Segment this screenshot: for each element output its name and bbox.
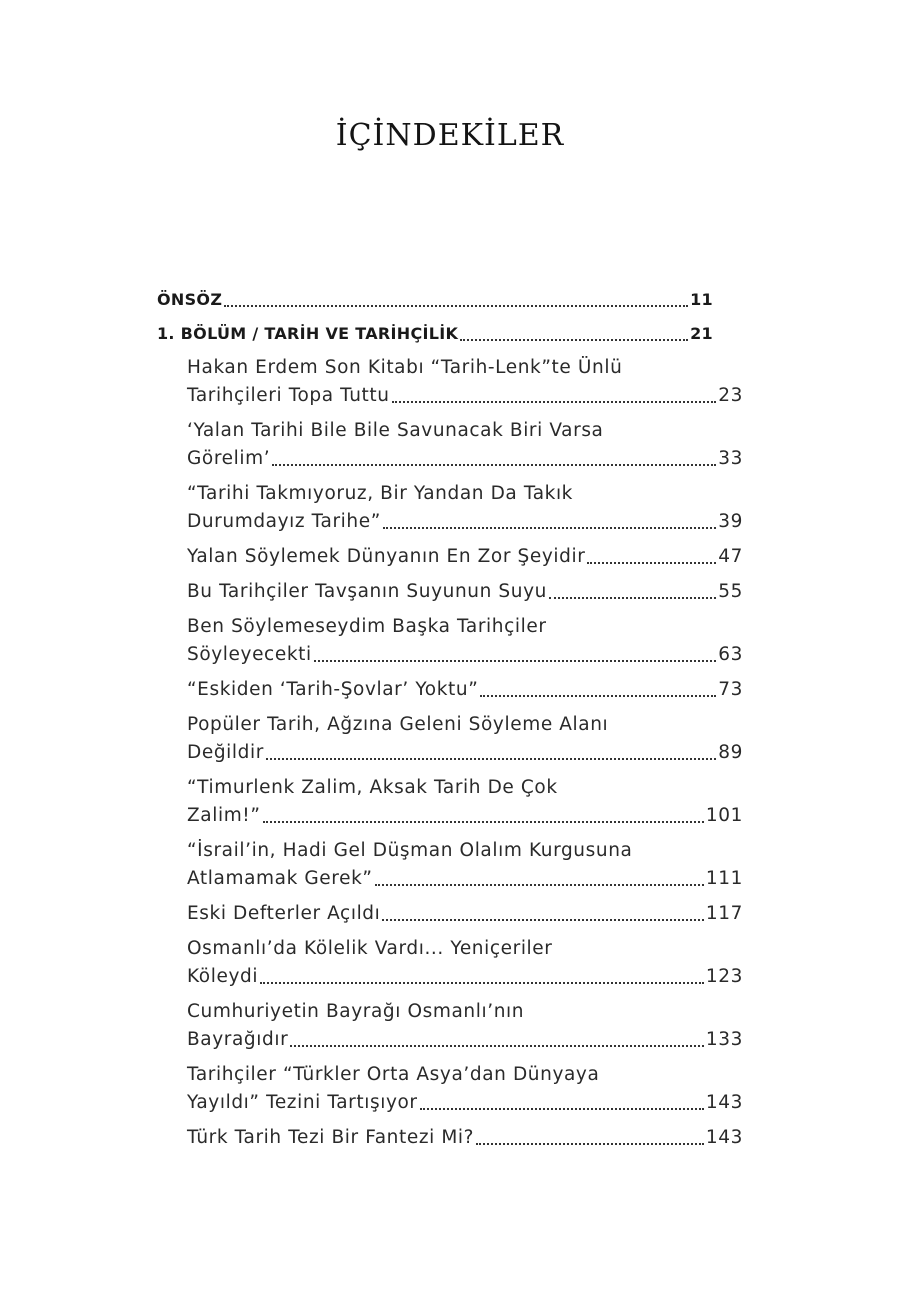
leader-dots <box>383 527 716 529</box>
toc-entry-title-line: Popüler Tarih, Ağzına Geleni Söyleme Alanı <box>187 714 609 735</box>
toc-page-number: 123 <box>705 966 743 987</box>
toc-entry-last-line <box>187 1089 743 1117</box>
toc-entry-last-line <box>187 865 743 893</box>
toc-entry-title-line: Osmanlı’da Kölelik Vardı... Yeniçeriler <box>187 938 553 959</box>
leader-dots <box>260 982 704 984</box>
leader-dots <box>314 660 717 662</box>
toc-entry-title-line: “Tarihi Takmıyoruz, Bir Yandan Da Takık <box>187 483 573 504</box>
toc-entry-title-line: Hakan Erdem Son Kitabı “Tarih-Lenk”te Ünlü <box>187 357 623 378</box>
toc-entry-article[interactable] <box>157 711 743 767</box>
leader-dots <box>549 597 716 599</box>
toc-page-number: 63 <box>718 644 743 665</box>
leader-dots <box>263 821 704 823</box>
toc-entry-title-line: Yalan Söylemek Dünyanın En Zor Şeyidir <box>187 546 586 567</box>
toc-entry-article[interactable] <box>157 935 743 991</box>
leader-dots <box>272 464 716 466</box>
toc-entry-title-line: Atlamamak Gerek” <box>187 868 373 889</box>
toc-page-number: 55 <box>718 581 743 602</box>
toc-entry-label: ÖNSÖZ <box>157 290 223 309</box>
toc-entry-title-line: “İsrail’in, Hadi Gel Düşman Olalım Kurgusuna <box>187 840 633 861</box>
toc-page-number: 33 <box>718 448 743 469</box>
toc-page-number: 101 <box>705 805 743 826</box>
leader-dots <box>375 884 704 886</box>
toc-entry-title-line: Durumdayız Tarihe” <box>187 511 381 532</box>
leader-dots <box>460 339 688 341</box>
toc-entry-article[interactable] <box>157 676 743 704</box>
toc-entry-last-line <box>187 963 743 991</box>
leader-dots <box>290 1045 704 1047</box>
leader-dots <box>224 305 688 307</box>
toc-page-number: 73 <box>718 679 743 700</box>
toc-entry-title-line: Zalim!” <box>187 805 261 826</box>
toc-entry-title-line: Ben Söylemeseydim Başka Tarihçiler <box>187 616 547 637</box>
toc-entry-article[interactable] <box>157 1124 743 1152</box>
toc-entry-article[interactable] <box>157 417 743 473</box>
toc-entry-title-line: Görelim’ <box>187 448 271 469</box>
toc-page-number: 143 <box>705 1092 743 1113</box>
toc-entry-article[interactable] <box>157 900 743 928</box>
toc-entry-article[interactable] <box>157 998 743 1054</box>
toc-entry-last-line <box>187 641 743 669</box>
leader-dots <box>476 1143 704 1145</box>
toc-entry-article[interactable] <box>157 480 743 536</box>
toc-page-number: 133 <box>705 1029 743 1050</box>
page-title: İÇİNDEKİLER <box>335 118 565 153</box>
toc-page-number: 89 <box>718 742 743 763</box>
toc-entry-article[interactable] <box>157 354 743 410</box>
toc-entry-article[interactable] <box>157 837 743 893</box>
toc-page-number: 21 <box>690 324 713 343</box>
toc-page-number: 111 <box>705 868 743 889</box>
toc-entry-title-line: Bu Tarihçiler Tavşanın Suyunun Suyu <box>187 581 547 602</box>
toc-entry-last-line <box>187 900 743 928</box>
toc-entry-title-line: Köleydi <box>187 966 259 987</box>
toc-entry-title-line: Eski Defterler Açıldı <box>187 903 381 924</box>
toc-entry-label: 1. BÖLÜM / TARİH VE TARİHÇİLİK <box>157 324 459 343</box>
toc-entry-title-line: Türk Tarih Tezi Bir Fantezi Mi? <box>187 1127 475 1148</box>
toc-entry-last-line <box>187 445 743 473</box>
toc-entry-last-line <box>187 543 743 571</box>
leader-dots <box>266 758 716 760</box>
toc-page-number: 47 <box>718 546 743 567</box>
toc-entry-last-line <box>187 508 743 536</box>
toc-entry-last-line <box>187 1026 743 1054</box>
toc-entry-title-line: Söyleyecekti <box>187 644 312 665</box>
leader-dots <box>480 695 716 697</box>
toc-page-number: 11 <box>690 290 713 309</box>
toc-entry-title-line: “Timurlenk Zalim, Aksak Tarih De Çok <box>187 777 558 798</box>
toc-page-number: 117 <box>705 903 743 924</box>
toc-entry-title-line: Değildir <box>187 742 264 763</box>
toc-entry-title-line: Cumhuriyetin Bayrağı Osmanlı’nın <box>187 1001 525 1022</box>
leader-dots <box>382 919 703 921</box>
toc-entry-article[interactable] <box>157 774 743 830</box>
toc-entry-article[interactable] <box>157 543 743 571</box>
toc-entry-title-line: Tarihçiler “Türkler Orta Asya’dan Dünyaya <box>187 1064 600 1085</box>
toc-page-number: 23 <box>718 385 743 406</box>
toc-entry-title-line: “Eskiden ‘Tarih-Şovlar’ Yoktu” <box>187 679 479 700</box>
leader-dots <box>587 562 716 564</box>
toc-entry-title-line: Bayrağıdır <box>187 1029 289 1050</box>
toc-entry-title-line: Yayıldı” Tezini Tartışıyor <box>187 1092 418 1113</box>
toc-entry-last-line <box>187 739 743 767</box>
toc-entry-chapter-1[interactable] <box>157 320 713 348</box>
toc-page-number: 143 <box>705 1127 743 1148</box>
toc-entry-last-line <box>187 802 743 830</box>
toc-entry-article[interactable] <box>157 1061 743 1117</box>
toc-entry-article[interactable] <box>157 613 743 669</box>
toc-entry-title-line: ‘Yalan Tarihi Bile Bile Savunacak Biri Varsa <box>187 420 604 441</box>
table-of-contents <box>157 286 743 1159</box>
toc-page-number: 39 <box>718 511 743 532</box>
toc-entry-title-line: Tarihçileri Topa Tuttu <box>187 385 390 406</box>
toc-entry-last-line <box>187 1124 743 1152</box>
toc-entry-last-line <box>187 676 743 704</box>
leader-dots <box>392 401 717 403</box>
toc-entry-last-line <box>187 578 743 606</box>
leader-dots <box>420 1108 704 1110</box>
toc-entry-article[interactable] <box>157 578 743 606</box>
toc-entry-last-line <box>187 382 743 410</box>
toc-article-list <box>157 354 743 1152</box>
toc-entry-foreword[interactable] <box>157 286 713 314</box>
